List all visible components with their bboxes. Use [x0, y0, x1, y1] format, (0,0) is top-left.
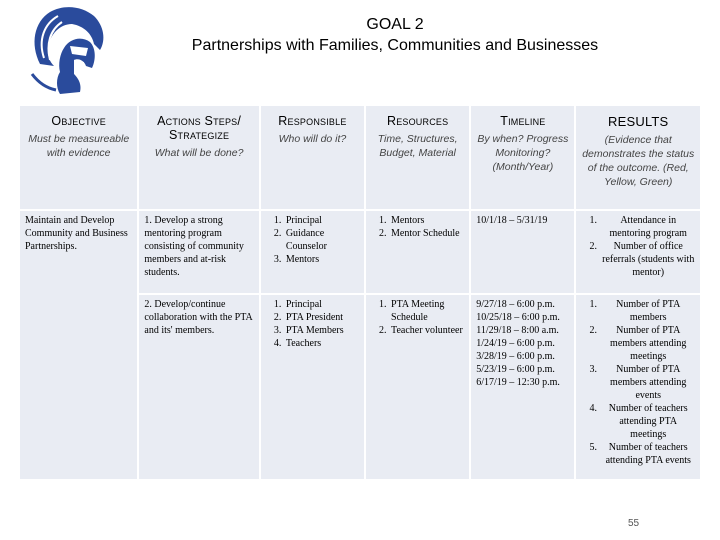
spartan-helmet-logo	[20, 4, 112, 100]
list-item: 2. Mentor Schedule	[389, 227, 464, 240]
table-row	[20, 211, 700, 293]
responsible-cell	[261, 295, 364, 479]
list-item: 2. Teacher volunteer	[389, 324, 464, 337]
action-cell: 2. Develop/continue collaboration with the PTA and its' members.	[139, 295, 258, 479]
list-item: 5. Number of teachers attending PTA events	[599, 441, 695, 467]
list-item: 1. Attendance in mentoring program	[599, 214, 695, 240]
responsible-cell	[261, 211, 364, 293]
page-number: 55	[628, 518, 640, 529]
results-cell	[576, 295, 700, 479]
list-item: 2. Number of office referrals (students with mentor)	[599, 240, 695, 279]
list-item: 1. Principal	[284, 214, 359, 227]
list-item: 2. Guidance Counselor	[284, 227, 359, 253]
timeline-entry: 5/23/19 – 6:00 p.m.	[476, 364, 555, 375]
header-timeline: Timeline By when? Progress Monitoring? (Month/Year)	[471, 106, 574, 209]
header-actions: Actions Steps/ Strategize What will be done?	[139, 106, 258, 209]
list-item: 2. PTA President	[284, 311, 359, 324]
timeline-entry: 3/28/19 – 6:00 p.m.	[476, 351, 555, 362]
header-responsible: Responsible Who will do it?	[261, 106, 364, 209]
results-cell	[576, 211, 700, 293]
list-item: 3. Mentors	[284, 253, 359, 266]
goal-plan-table	[18, 104, 702, 481]
list-item: 1. Principal	[284, 298, 359, 311]
timeline-entry: 9/27/18 – 6:00 p.m.	[476, 299, 555, 310]
objective-cell: Maintain and Develop Community and Business Partnerships.	[20, 211, 137, 479]
page-subtitle: Partnerships with Families, Communities and Businesses	[191, 37, 599, 54]
list-item: 4. Number of teachers attending PTA meetings	[599, 402, 695, 441]
header-results: RESULTS (Evidence that demonstrates the status of the outcome. (Red, Yellow, Green)	[576, 106, 700, 209]
timeline-entry: 10/25/18 – 6:00 p.m.	[476, 312, 560, 323]
action-cell: 1. Develop a strong mentoring program consisting of community members and at-risk students.	[139, 211, 258, 293]
header-objective: Objective Must be measureable with evidence	[20, 106, 137, 209]
table-header-row	[20, 106, 700, 209]
page-title: GOAL 2	[366, 16, 424, 33]
list-item: 1. Number of PTA members	[599, 298, 695, 324]
resources-cell	[366, 211, 469, 293]
header-resources: Resources Time, Structures, Budget, Material	[366, 106, 469, 209]
timeline-entry: 10/1/18 – 5/31/19	[476, 215, 548, 226]
list-item: 1. PTA Meeting Schedule	[389, 298, 464, 324]
timeline-entry: 1/24/19 – 6:00 p.m.	[476, 338, 555, 349]
timeline-entry: 6/17/19 – 12:30 p.m.	[476, 377, 560, 388]
list-item: 3. PTA Members	[284, 324, 359, 337]
timeline-cell	[471, 211, 574, 293]
list-item: 4. Teachers	[284, 337, 359, 350]
list-item: 2. Number of PTA members attending meetings	[599, 324, 695, 363]
timeline-entry: 11/29/18 – 8:00 a.m.	[476, 325, 559, 336]
title-block	[150, 14, 640, 56]
list-item: 1. Mentors	[389, 214, 464, 227]
list-item: 3. Number of PTA members attending events	[599, 363, 695, 402]
resources-cell	[366, 295, 469, 479]
timeline-cell	[471, 295, 574, 479]
